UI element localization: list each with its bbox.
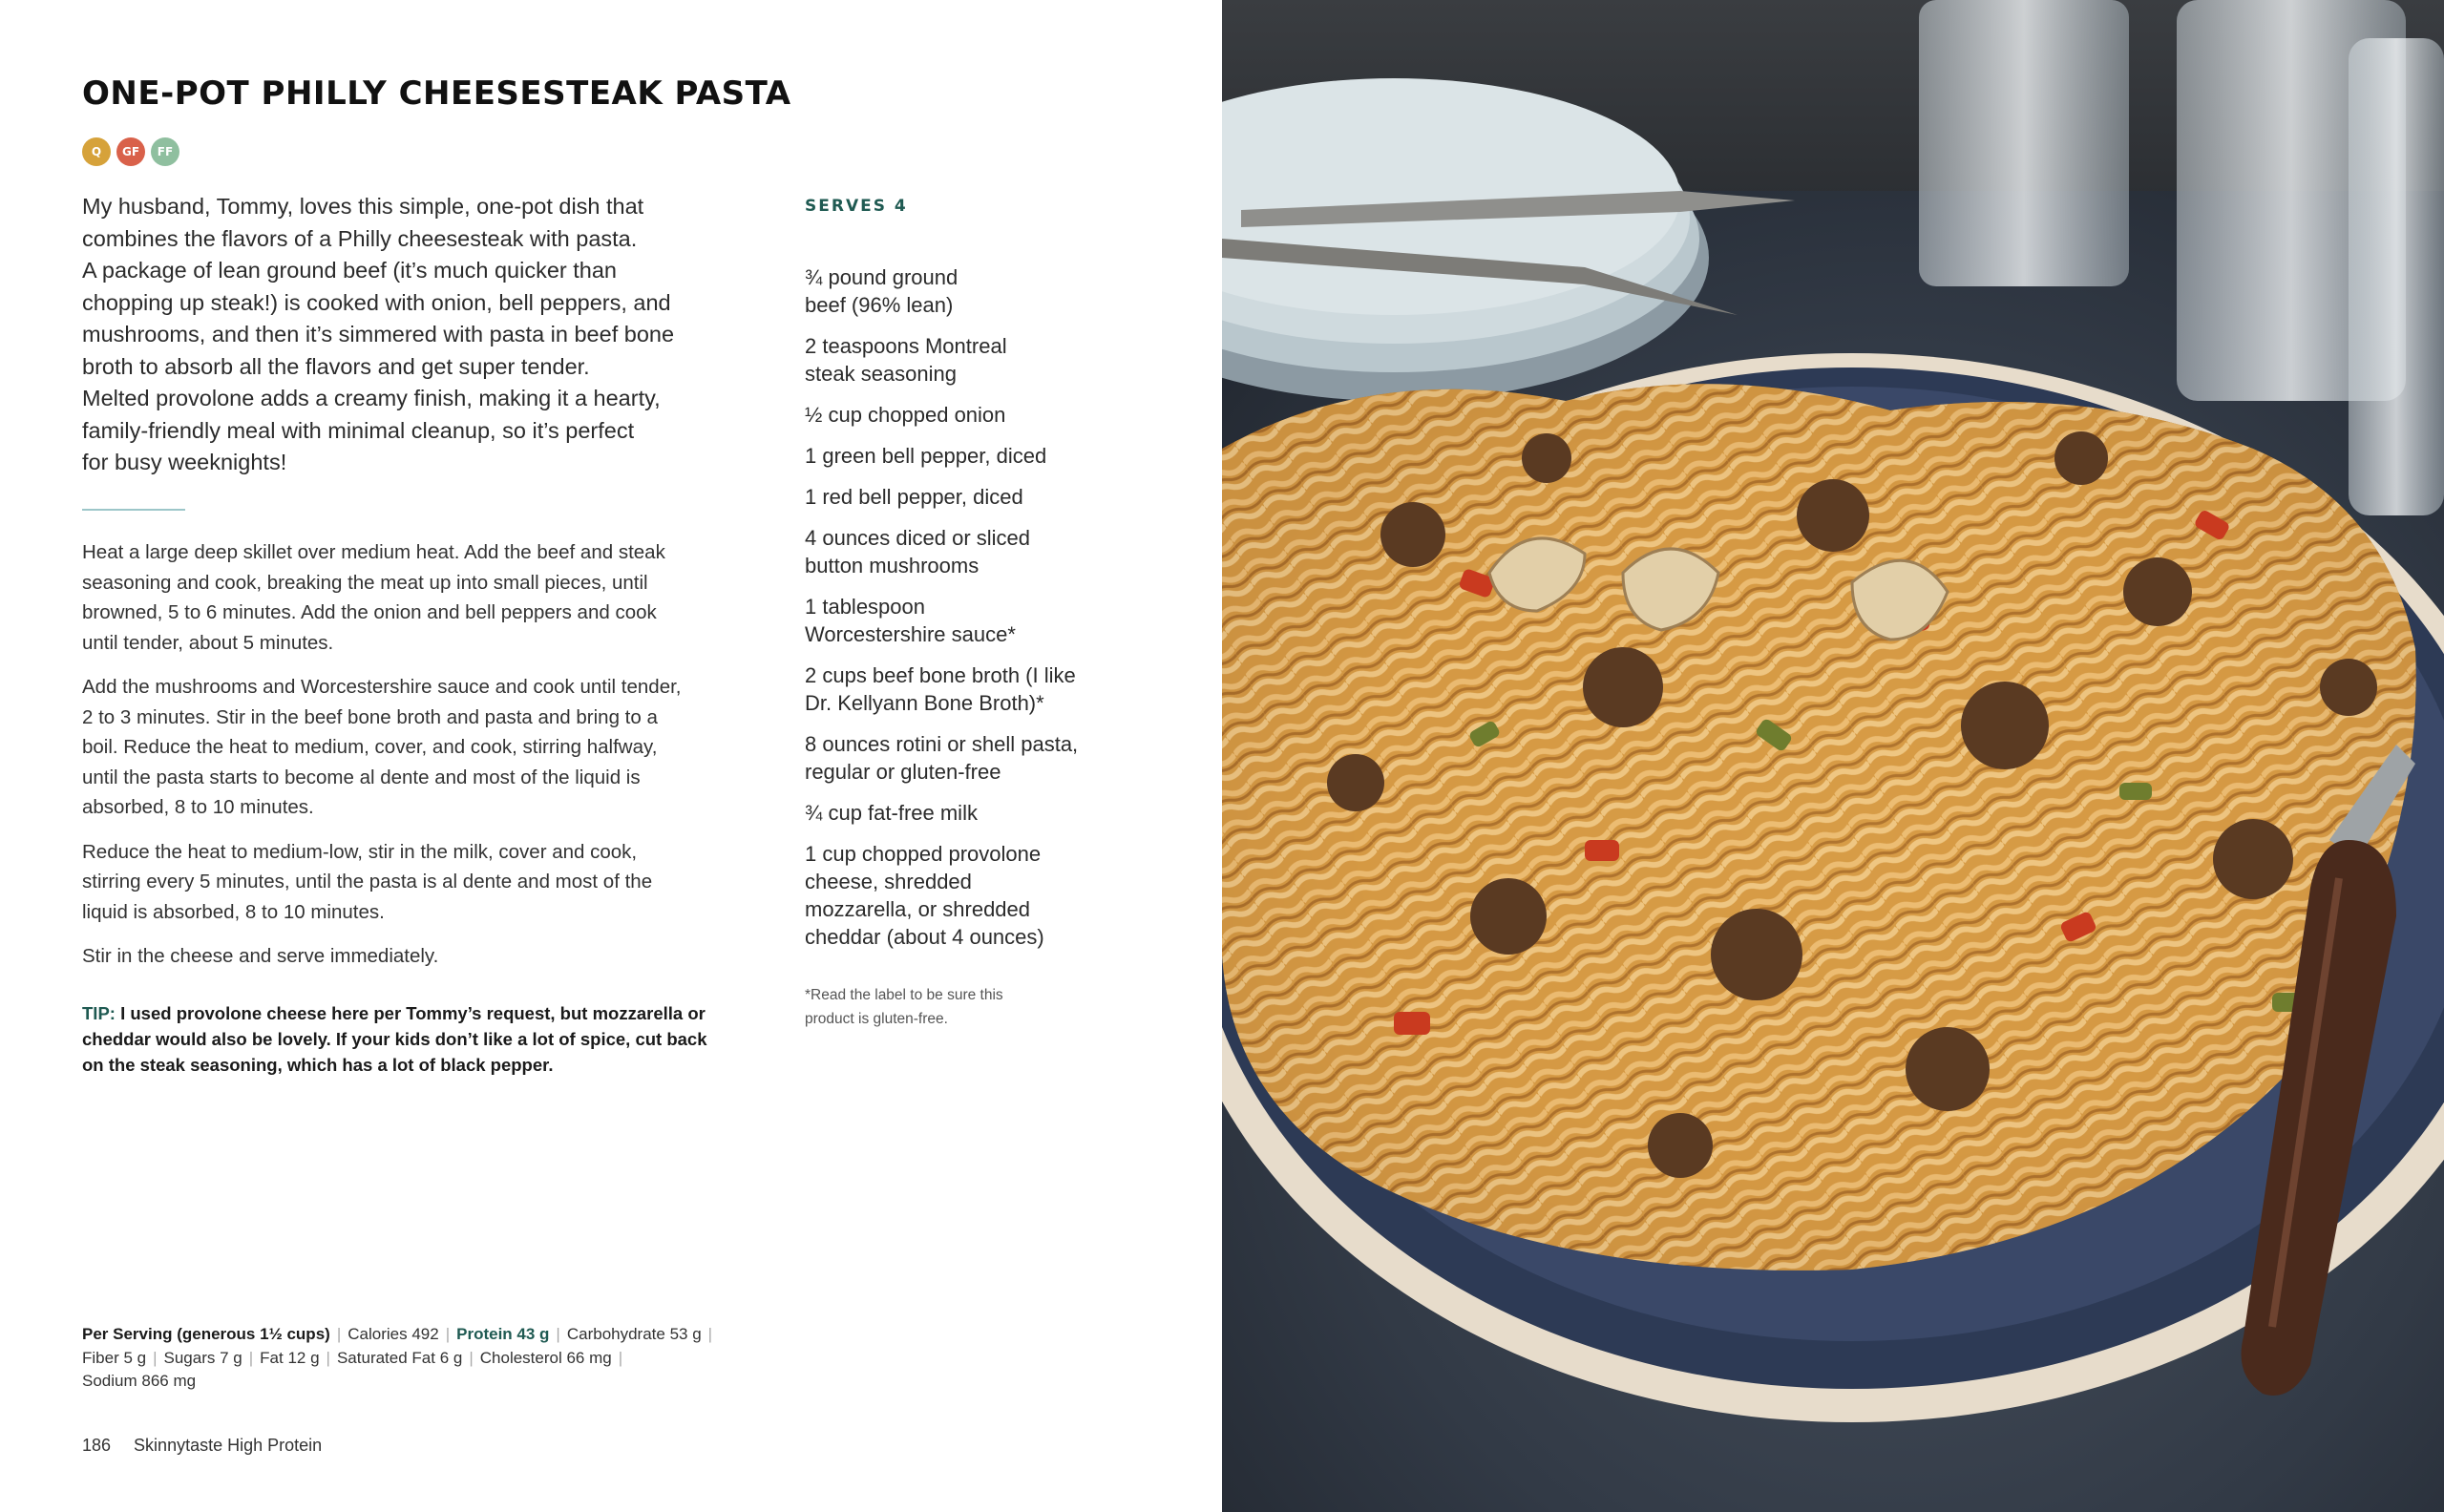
step-line: absorbed, 8 to 10 minutes. bbox=[82, 796, 314, 818]
gluten-free-badge: GF bbox=[116, 137, 145, 166]
ingredient-item bbox=[805, 401, 1120, 429]
ingredient-item bbox=[805, 730, 1120, 786]
page-number: 186 bbox=[82, 1436, 112, 1455]
nutrition-line: Per Serving (generous 1½ cups) | Calories 492 | Protein 43 g | Carbohydrate 53 g | bbox=[82, 1325, 713, 1343]
ingredient-line: button mushrooms bbox=[805, 554, 980, 578]
page-footer bbox=[82, 1436, 322, 1456]
tip-box bbox=[82, 1000, 731, 1078]
sodium: Sodium 866 mg bbox=[82, 1372, 197, 1390]
ingredient-item bbox=[805, 263, 1120, 319]
fat: Fat 12 g bbox=[260, 1348, 320, 1367]
step-line: seasoning and cook, breaking the meat up into small pieces, until bbox=[82, 571, 648, 594]
ingredient-line: beef (96% lean) bbox=[805, 293, 954, 317]
tip-label: TIP: bbox=[82, 1003, 116, 1023]
ingredient-item bbox=[805, 662, 1120, 717]
ingredient-item bbox=[805, 332, 1120, 388]
tip-text: I used provolone cheese here per Tommy’s request, but mozzarella or bbox=[115, 1003, 706, 1023]
ingredient-line: Worcestershire sauce* bbox=[805, 622, 1016, 646]
step-line: Heat a large deep skillet over medium heat. Add the beef and steak bbox=[82, 541, 665, 563]
ingredient-item bbox=[805, 524, 1120, 579]
nutrition-info bbox=[82, 1323, 789, 1394]
intro-line: family-friendly meal with minimal cleanup, so it’s perfect bbox=[82, 417, 635, 443]
ingredient-line: Dr. Kellyann Bone Broth)* bbox=[805, 691, 1044, 715]
ingredient-line: ½ cup chopped onion bbox=[805, 403, 1006, 427]
freezer-friendly-badge: FF bbox=[151, 137, 179, 166]
ingredient-line: steak seasoning bbox=[805, 362, 957, 386]
calories: Calories 492 bbox=[348, 1325, 439, 1343]
ingredient-line: 2 cups beef bone broth (I like bbox=[805, 663, 1076, 687]
ingredient-line: 4 ounces diced or sliced bbox=[805, 526, 1031, 550]
protein: Protein 43 g bbox=[456, 1325, 550, 1343]
ingredient-line: 1 red bell pepper, diced bbox=[805, 485, 1023, 509]
step-line: Reduce the heat to medium-low, stir in the milk, cover and cook, bbox=[82, 840, 638, 863]
step-line: browned, 5 to 6 minutes. Add the onion and bell peppers and cook bbox=[82, 601, 657, 623]
method-steps bbox=[82, 537, 741, 986]
tip-line bbox=[82, 1000, 731, 1026]
step-line: 2 to 3 minutes. Stir in the beef bone broth and pasta and bring to a bbox=[82, 705, 658, 728]
ingredient-line: ¾ pound ground bbox=[805, 265, 959, 289]
ingredient-line: ¾ cup fat-free milk bbox=[805, 801, 978, 825]
section-divider bbox=[82, 509, 185, 511]
ingredient-line: mozzarella, or shredded bbox=[805, 897, 1031, 921]
step-3 bbox=[82, 837, 741, 928]
recipe-title: ONE-POT PHILLY CHEESESTEAK PASTA bbox=[82, 74, 791, 113]
per-serving-label: Per Serving (generous 1½ cups) bbox=[82, 1325, 330, 1343]
recipe-intro bbox=[82, 191, 731, 479]
book-title: Skinnytaste High Protein bbox=[134, 1436, 323, 1455]
step-2 bbox=[82, 672, 741, 823]
step-line: until the pasta starts to become al dente and most of the liquid is bbox=[82, 766, 641, 788]
step-4 bbox=[82, 941, 741, 972]
recipe-photo bbox=[1222, 0, 2444, 1512]
intro-line: mushrooms, and then it’s simmered with pasta in beef bone bbox=[82, 322, 675, 346]
step-line: liquid is absorbed, 8 to 10 minutes. bbox=[82, 900, 385, 923]
step-line: Stir in the cheese and serve immediately. bbox=[82, 945, 439, 967]
step-line: Add the mushrooms and Worcestershire sauce and cook until tender, bbox=[82, 676, 682, 698]
nutrition-line bbox=[82, 1370, 789, 1394]
sugars: Sugars 7 g bbox=[163, 1348, 242, 1367]
step-line: stirring every 5 minutes, until the pasta is al dente and most of the bbox=[82, 871, 653, 892]
ingredient-item bbox=[805, 840, 1120, 951]
gluten-free-footnote bbox=[805, 983, 1053, 1031]
diet-badges bbox=[82, 137, 179, 166]
ingredient-line: 1 cup chopped provolone bbox=[805, 842, 1042, 866]
step-line: until tender, about 5 minutes. bbox=[82, 631, 334, 654]
ingredient-line: 2 teaspoons Montreal bbox=[805, 334, 1007, 358]
tip-line: on the steak seasoning, which has a lot of black pepper. bbox=[82, 1055, 554, 1075]
intro-line: broth to absorb all the flavors and get super tender. bbox=[82, 353, 590, 379]
intro-line: combines the flavors of a Philly cheesesteak with pasta. bbox=[82, 225, 638, 251]
ingredient-line: cheese, shredded bbox=[805, 870, 972, 893]
serves-label: SERVES 4 bbox=[805, 197, 908, 216]
pasta-dish-illustration bbox=[1222, 0, 2444, 1512]
ingredient-line: 1 tablespoon bbox=[805, 595, 925, 619]
cholesterol: Cholesterol 66 mg bbox=[479, 1348, 612, 1367]
step-1 bbox=[82, 537, 741, 658]
ingredient-item bbox=[805, 442, 1120, 470]
intro-line: chopping up steak!) is cooked with onion, bell peppers, and bbox=[82, 289, 671, 315]
ingredient-item bbox=[805, 483, 1120, 511]
ingredient-line: 8 ounces rotini or shell pasta, bbox=[805, 732, 1079, 756]
carbohydrate: Carbohydrate 53 g bbox=[566, 1325, 702, 1343]
intro-line: My husband, Tommy, loves this simple, one-pot dish that bbox=[82, 194, 644, 219]
nutrition-line: Fiber 5 g | Sugars 7 g | Fat 12 g | Saturated Fat 6 g | Cholesterol 66 mg | bbox=[82, 1348, 623, 1367]
fiber: Fiber 5 g bbox=[82, 1348, 147, 1367]
ingredient-line: regular or gluten-free bbox=[805, 760, 1001, 784]
ingredient-item bbox=[805, 593, 1120, 648]
saturated-fat: Saturated Fat 6 g bbox=[336, 1348, 463, 1367]
tip-line: cheddar would also be lovely. If your kids don’t like a lot of spice, cut back bbox=[82, 1029, 707, 1049]
quick-badge: Q bbox=[82, 137, 111, 166]
ingredient-line: 1 green bell pepper, diced bbox=[805, 444, 1047, 468]
ingredient-item bbox=[805, 799, 1120, 827]
footnote-line: *Read the label to be sure this bbox=[805, 987, 1003, 1003]
ingredients-column bbox=[805, 197, 1120, 1031]
intro-line: for busy weeknights! bbox=[82, 450, 287, 474]
intro-line: A package of lean ground beef (it’s much quicker than bbox=[82, 258, 618, 283]
footnote-line: product is gluten-free. bbox=[805, 1011, 948, 1027]
step-line: boil. Reduce the heat to medium, cover, and cook, stirring halfway, bbox=[82, 736, 658, 758]
ingredient-line: cheddar (about 4 ounces) bbox=[805, 925, 1044, 949]
intro-line: Melted provolone adds a creamy finish, making it a hearty, bbox=[82, 386, 661, 410]
